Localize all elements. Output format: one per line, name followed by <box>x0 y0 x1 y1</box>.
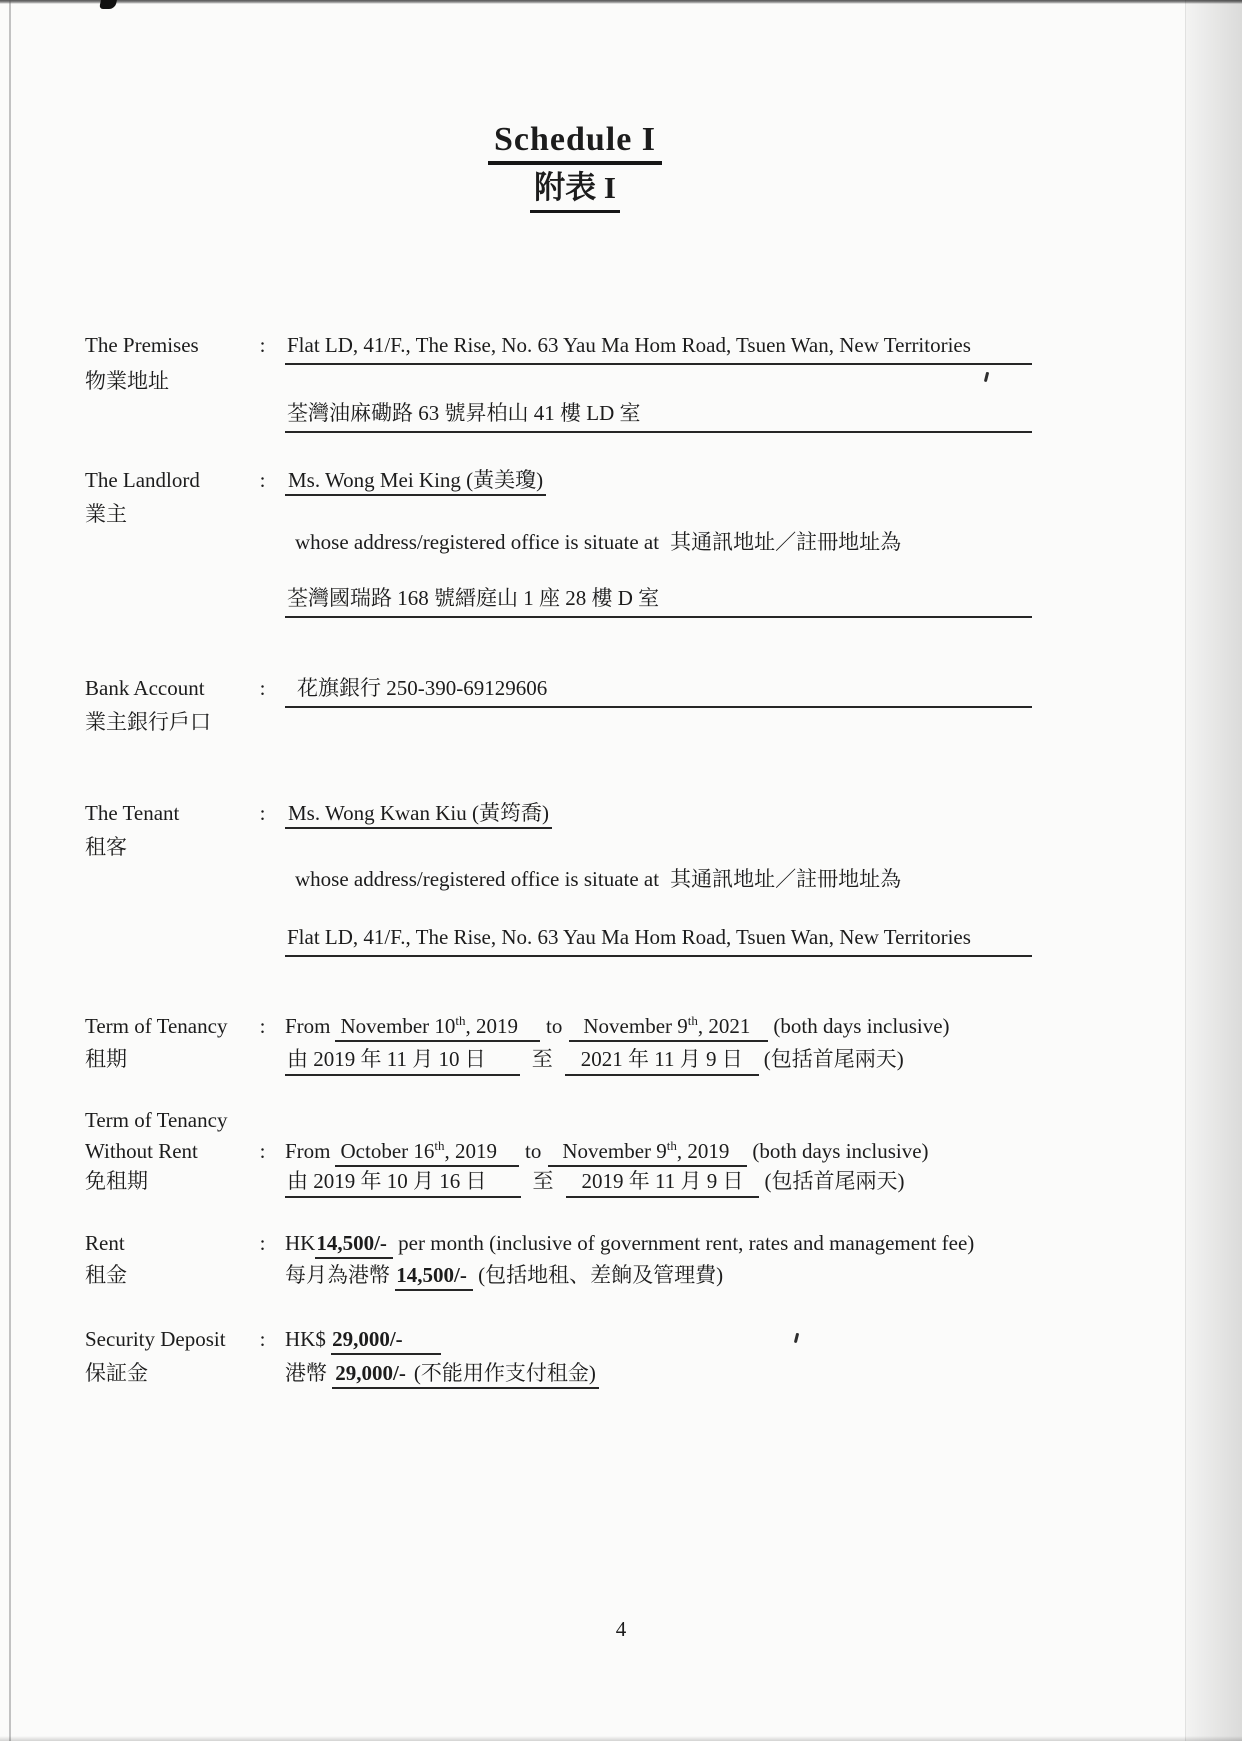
rent-zh-tail: (包括地租、差餉及管理費) <box>478 1263 724 1287</box>
tenant-address-intro-zh: 其通訊地址／註冊地址為 <box>670 867 902 891</box>
premises-value-zh: 荃灣油麻磡路 63 號昇柏山 41 樓 LD 室 <box>285 398 1032 433</box>
term-free-zh-start: 由 2019 年 10 月 16 日 <box>285 1169 521 1198</box>
landlord-address-intro-zh: 其通訊地址／註冊地址為 <box>670 530 902 554</box>
tenant-section <box>85 798 1032 963</box>
term-start-ordinal: th <box>455 1013 466 1028</box>
term-free-label-zh: 免租期 <box>85 1169 148 1193</box>
term-free-zh-end: 2019 年 11 月 9 日 <box>566 1169 760 1198</box>
term-zh-mid: 至 <box>531 1047 553 1071</box>
premises-label-en: The Premises <box>85 333 199 357</box>
bank-colon: : <box>259 676 266 700</box>
bank-label-en: Bank Account <box>85 676 205 700</box>
term-free-start-year: , 2019 <box>444 1139 498 1163</box>
term-end-date <box>569 1014 768 1042</box>
term-end-main: November 9 <box>583 1014 688 1038</box>
term-end-ordinal: th <box>687 1013 698 1028</box>
landlord-colon: : <box>259 468 266 492</box>
term-free-label-line2: Without Rent <box>85 1139 198 1163</box>
term-free-end-ordinal: th <box>666 1138 677 1153</box>
scan-left-edge <box>9 0 11 1741</box>
landlord-label-en: The Landlord <box>85 468 200 492</box>
tenant-address: Flat LD, 41/F., The Rise, No. 63 Yau Ma Hom Road, Tsuen Wan, New Territories <box>285 922 1032 957</box>
term-zh-tail: (包括首尾兩天) <box>763 1047 904 1071</box>
term-start-main: November 10 <box>340 1014 456 1038</box>
tenant-label-en: The Tenant <box>85 801 180 825</box>
term-label-en: Term of Tenancy <box>85 1014 228 1038</box>
rent-colon: : <box>259 1231 266 1255</box>
term-tail: (both days inclusive) <box>773 1014 950 1038</box>
bank-account-section <box>85 673 1032 748</box>
page-title-zh: 附表 I <box>530 168 620 213</box>
term-free-to-word: to <box>525 1139 542 1163</box>
landlord-name: Ms. Wong Mei King (黃美瓊) <box>285 468 546 496</box>
landlord-address: 荃灣國瑞路 168 號縉庭山 1 座 28 樓 D 室 <box>285 583 1032 618</box>
rent-label-en: Rent <box>85 1231 125 1255</box>
tenant-address-intro-en: whose address/registered office is situate at <box>295 867 660 891</box>
term-free-colon: : <box>259 1139 266 1163</box>
premises-value-en: Flat LD, 41/F., The Rise, No. 63 Yau Ma Hom Road, Tsuen Wan, New Territories <box>285 330 1032 365</box>
premises-label-zh: 物業地址 <box>85 369 169 393</box>
rent-amount: 14,500/- <box>315 1231 393 1259</box>
deposit-zh-prefix: 港幣 <box>285 1361 327 1385</box>
rent-prefix: HK <box>285 1231 316 1255</box>
rent-zh-amount: 14,500/- <box>395 1263 473 1291</box>
tenant-label-zh: 租客 <box>85 835 127 859</box>
rent-section <box>85 1228 1032 1298</box>
premises-colon: : <box>259 333 266 357</box>
page-number: 4 <box>615 1617 627 1641</box>
deposit-prefix: HK$ <box>285 1327 326 1351</box>
deposit-zh-amount-group <box>332 1361 599 1389</box>
bank-value: 花旗銀行 250-390-69129606 <box>285 673 1032 708</box>
term-free-from-word: From <box>285 1139 331 1163</box>
term-from-word: From <box>285 1014 331 1038</box>
deposit-colon: : <box>259 1327 266 1351</box>
rent-zh-prefix: 每月為港幣 <box>285 1263 390 1287</box>
bank-label-zh: 業主銀行戶口 <box>85 710 211 734</box>
deposit-zh-note: (不能用作支付租金) <box>413 1361 596 1385</box>
term-free-end-date <box>548 1139 747 1167</box>
term-section <box>85 1011 1032 1081</box>
term-free-end-year: , 2019 <box>676 1139 730 1163</box>
deposit-label-zh: 保証金 <box>85 1361 148 1385</box>
term-zh-end: 2021 年 11 月 9 日 <box>565 1047 759 1076</box>
scan-right-edge <box>1186 0 1242 1741</box>
deposit-zh-amount: 29,000/- <box>335 1361 406 1385</box>
tenant-colon: : <box>259 801 266 825</box>
term-free-zh-mid: 至 <box>532 1169 554 1193</box>
term-end-year: , 2021 <box>697 1014 751 1038</box>
scan-bottom-edge <box>0 1736 1242 1741</box>
deposit-label-en: Security Deposit <box>85 1327 226 1351</box>
landlord-section <box>85 465 1032 625</box>
tenant-name: Ms. Wong Kwan Kiu (黃筠喬) <box>285 801 552 829</box>
term-free-section <box>85 1105 1032 1205</box>
term-colon: : <box>259 1014 266 1038</box>
deposit-section <box>85 1324 1032 1394</box>
rent-label-zh: 租金 <box>85 1263 127 1287</box>
scan-top-edge <box>0 0 1242 4</box>
term-free-end-main: November 9 <box>562 1139 667 1163</box>
term-free-start-main: October 16 <box>340 1139 435 1163</box>
rent-tail: per month (inclusive of government rent, rates and management fee) <box>398 1231 975 1255</box>
term-label-zh: 租期 <box>85 1047 127 1071</box>
premises-section <box>85 330 1032 440</box>
term-zh-start: 由 2019 年 11 月 10 日 <box>285 1047 520 1076</box>
landlord-address-intro-en: whose address/registered office is situate at <box>295 530 660 554</box>
scan-top-blob <box>99 0 117 9</box>
term-free-start-date <box>335 1139 520 1167</box>
term-free-zh-tail: (包括首尾兩天) <box>764 1169 905 1193</box>
term-start-year: , 2019 <box>465 1014 519 1038</box>
term-free-label-line1: Term of Tenancy <box>85 1108 228 1132</box>
term-to-word: to <box>546 1014 563 1038</box>
landlord-label-zh: 業主 <box>85 502 127 526</box>
term-start-date <box>335 1014 541 1042</box>
page-title-en: Schedule I <box>488 120 662 165</box>
term-free-start-ordinal: th <box>434 1138 445 1153</box>
term-free-tail: (both days inclusive) <box>752 1139 929 1163</box>
deposit-amount: 29,000/- <box>331 1327 441 1355</box>
title-block <box>0 120 1150 213</box>
